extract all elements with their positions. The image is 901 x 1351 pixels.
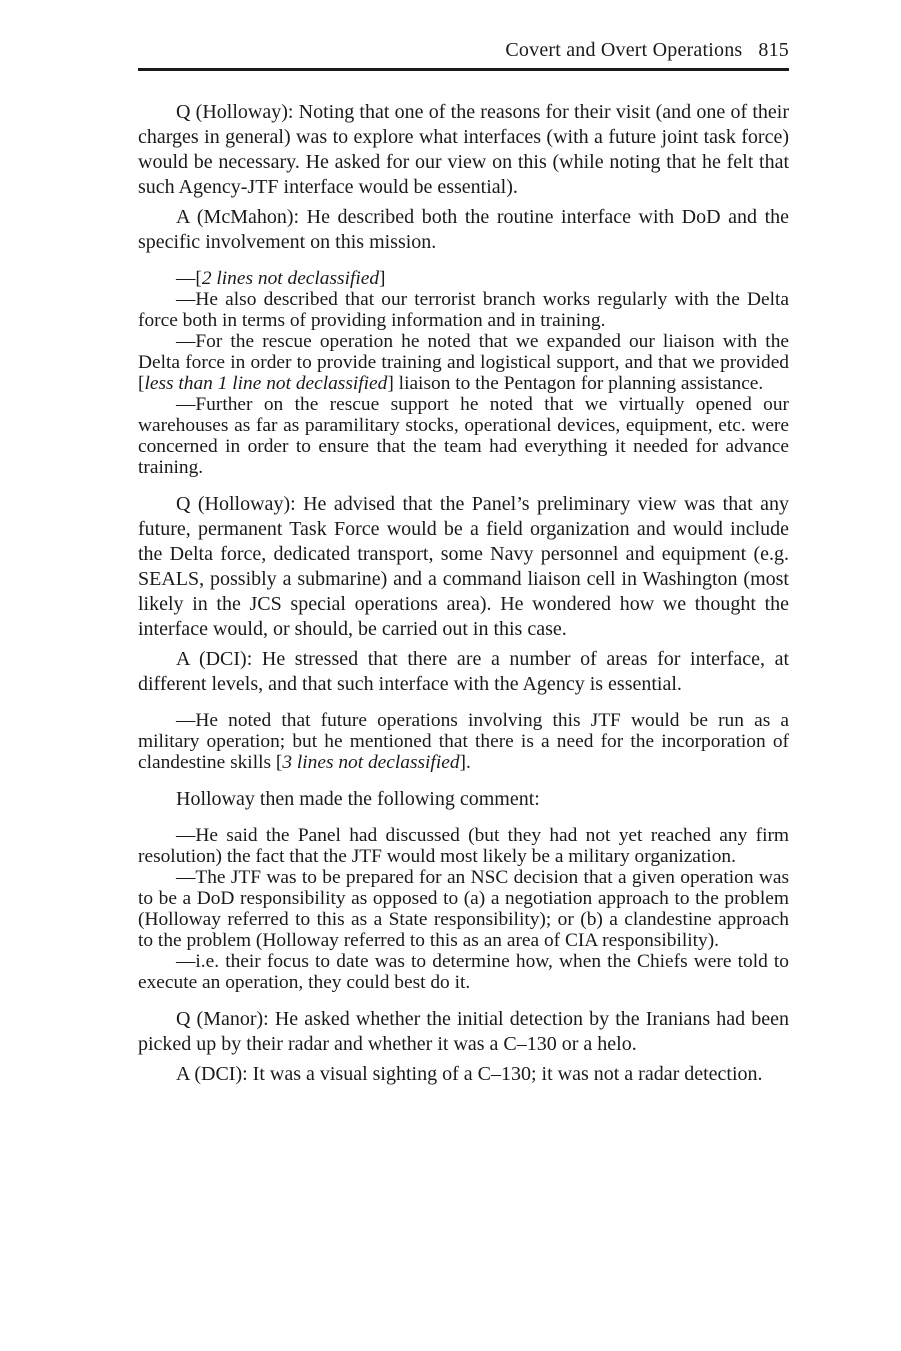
dci-details-list: [138, 710, 789, 773]
list-item: —The JTF was to be prepared for an NSC decision that a given operation was to be a DoD responsibility as opposed to (a) a negotiation approach to the problem (Holloway referred to this as a State responsibility); or (b) a clandestine approach to the problem (Holloway referred to this as an area of CIA responsibility).: [138, 867, 789, 951]
redaction-note: 2 lines not declassified: [201, 268, 380, 289]
holloway-comment-list: [138, 825, 789, 993]
paragraph-dci-answer-1: A (DCI): He stressed that there are a number of areas for interface, at different levels, and that such interface with the Agency is essential.: [138, 648, 789, 695]
paragraph-holloway-question-1: Q (Holloway): Noting that one of the reasons for their visit (and one of their charges in general) was to explore what interfaces (with a future joint task force) would be necessary. He asked for our view on this (while noting that he felt that such Agency-JTF interface would be essential).: [138, 101, 789, 198]
list-item: —He said the Panel had discussed (but they had not yet reached any firm resolution) the fact that the JTF would most likely be a military organization.: [138, 825, 789, 867]
redaction-note: 3 lines not declassified: [282, 752, 460, 773]
document-body: [138, 100, 789, 1092]
redaction-note: less than 1 line not declassified: [144, 373, 388, 394]
list-item: —[2 lines not declassified]: [176, 268, 386, 289]
page-number: 815: [758, 39, 789, 61]
paragraph-holloway-question-2: Q (Holloway): He advised that the Panel’s preliminary view was that any future, permanent Task Force would be a field organization and would include the Delta force, dedicated transport, some Navy personnel and equipment (e.g. SEALS, possibly a submarine) and a command liaison cell in Washington (most likely in the JCS special operations area). He wondered how we thought the interface would, or should, be carried out in this case.: [138, 493, 789, 640]
header-rule: [138, 68, 789, 71]
running-title: Covert and Overt Operations: [505, 39, 743, 61]
list-item: —He also described that our terrorist branch works regularly with the Delta force both in terms of providing information and in training.: [138, 289, 789, 331]
paragraph-dci-answer-2: A (DCI): It was a visual sighting of a C–130; it was not a radar detection.: [176, 1063, 763, 1085]
mcmahon-details-list: [138, 268, 789, 478]
paragraph-mcmahon-answer: A (McMahon): He described both the routine interface with DoD and the specific involvement on this mission.: [138, 206, 789, 253]
running-header: [138, 36, 789, 64]
paragraph-holloway-comment: Holloway then made the following comment:: [176, 788, 540, 810]
list-item: —For the rescue operation he noted that we expanded our liaison with the Delta force in order to provide training and logistical support, and that we provided [less than 1 line not declassified] liaison to the Pentagon for planning assistance.: [138, 331, 789, 394]
list-item: —He noted that future operations involving this JTF would be run as a military operation; but he mentioned that there is a need for the incorporation of clandestine skills [3 lines not declassified].: [138, 710, 789, 773]
list-item: —i.e. their focus to date was to determine how, when the Chiefs were told to execute an operation, they could best do it.: [138, 951, 789, 993]
paragraph-manor-question: Q (Manor): He asked whether the initial detection by the Iranians had been picked up by their radar and whether it was a C–130 or a helo.: [138, 1008, 789, 1055]
list-item: —Further on the rescue support he noted that we virtually opened our warehouses as far as paramilitary stocks, operational devices, equipment, etc. were concerned in order to ensure that the team had everything it needed for advance training.: [138, 394, 789, 478]
